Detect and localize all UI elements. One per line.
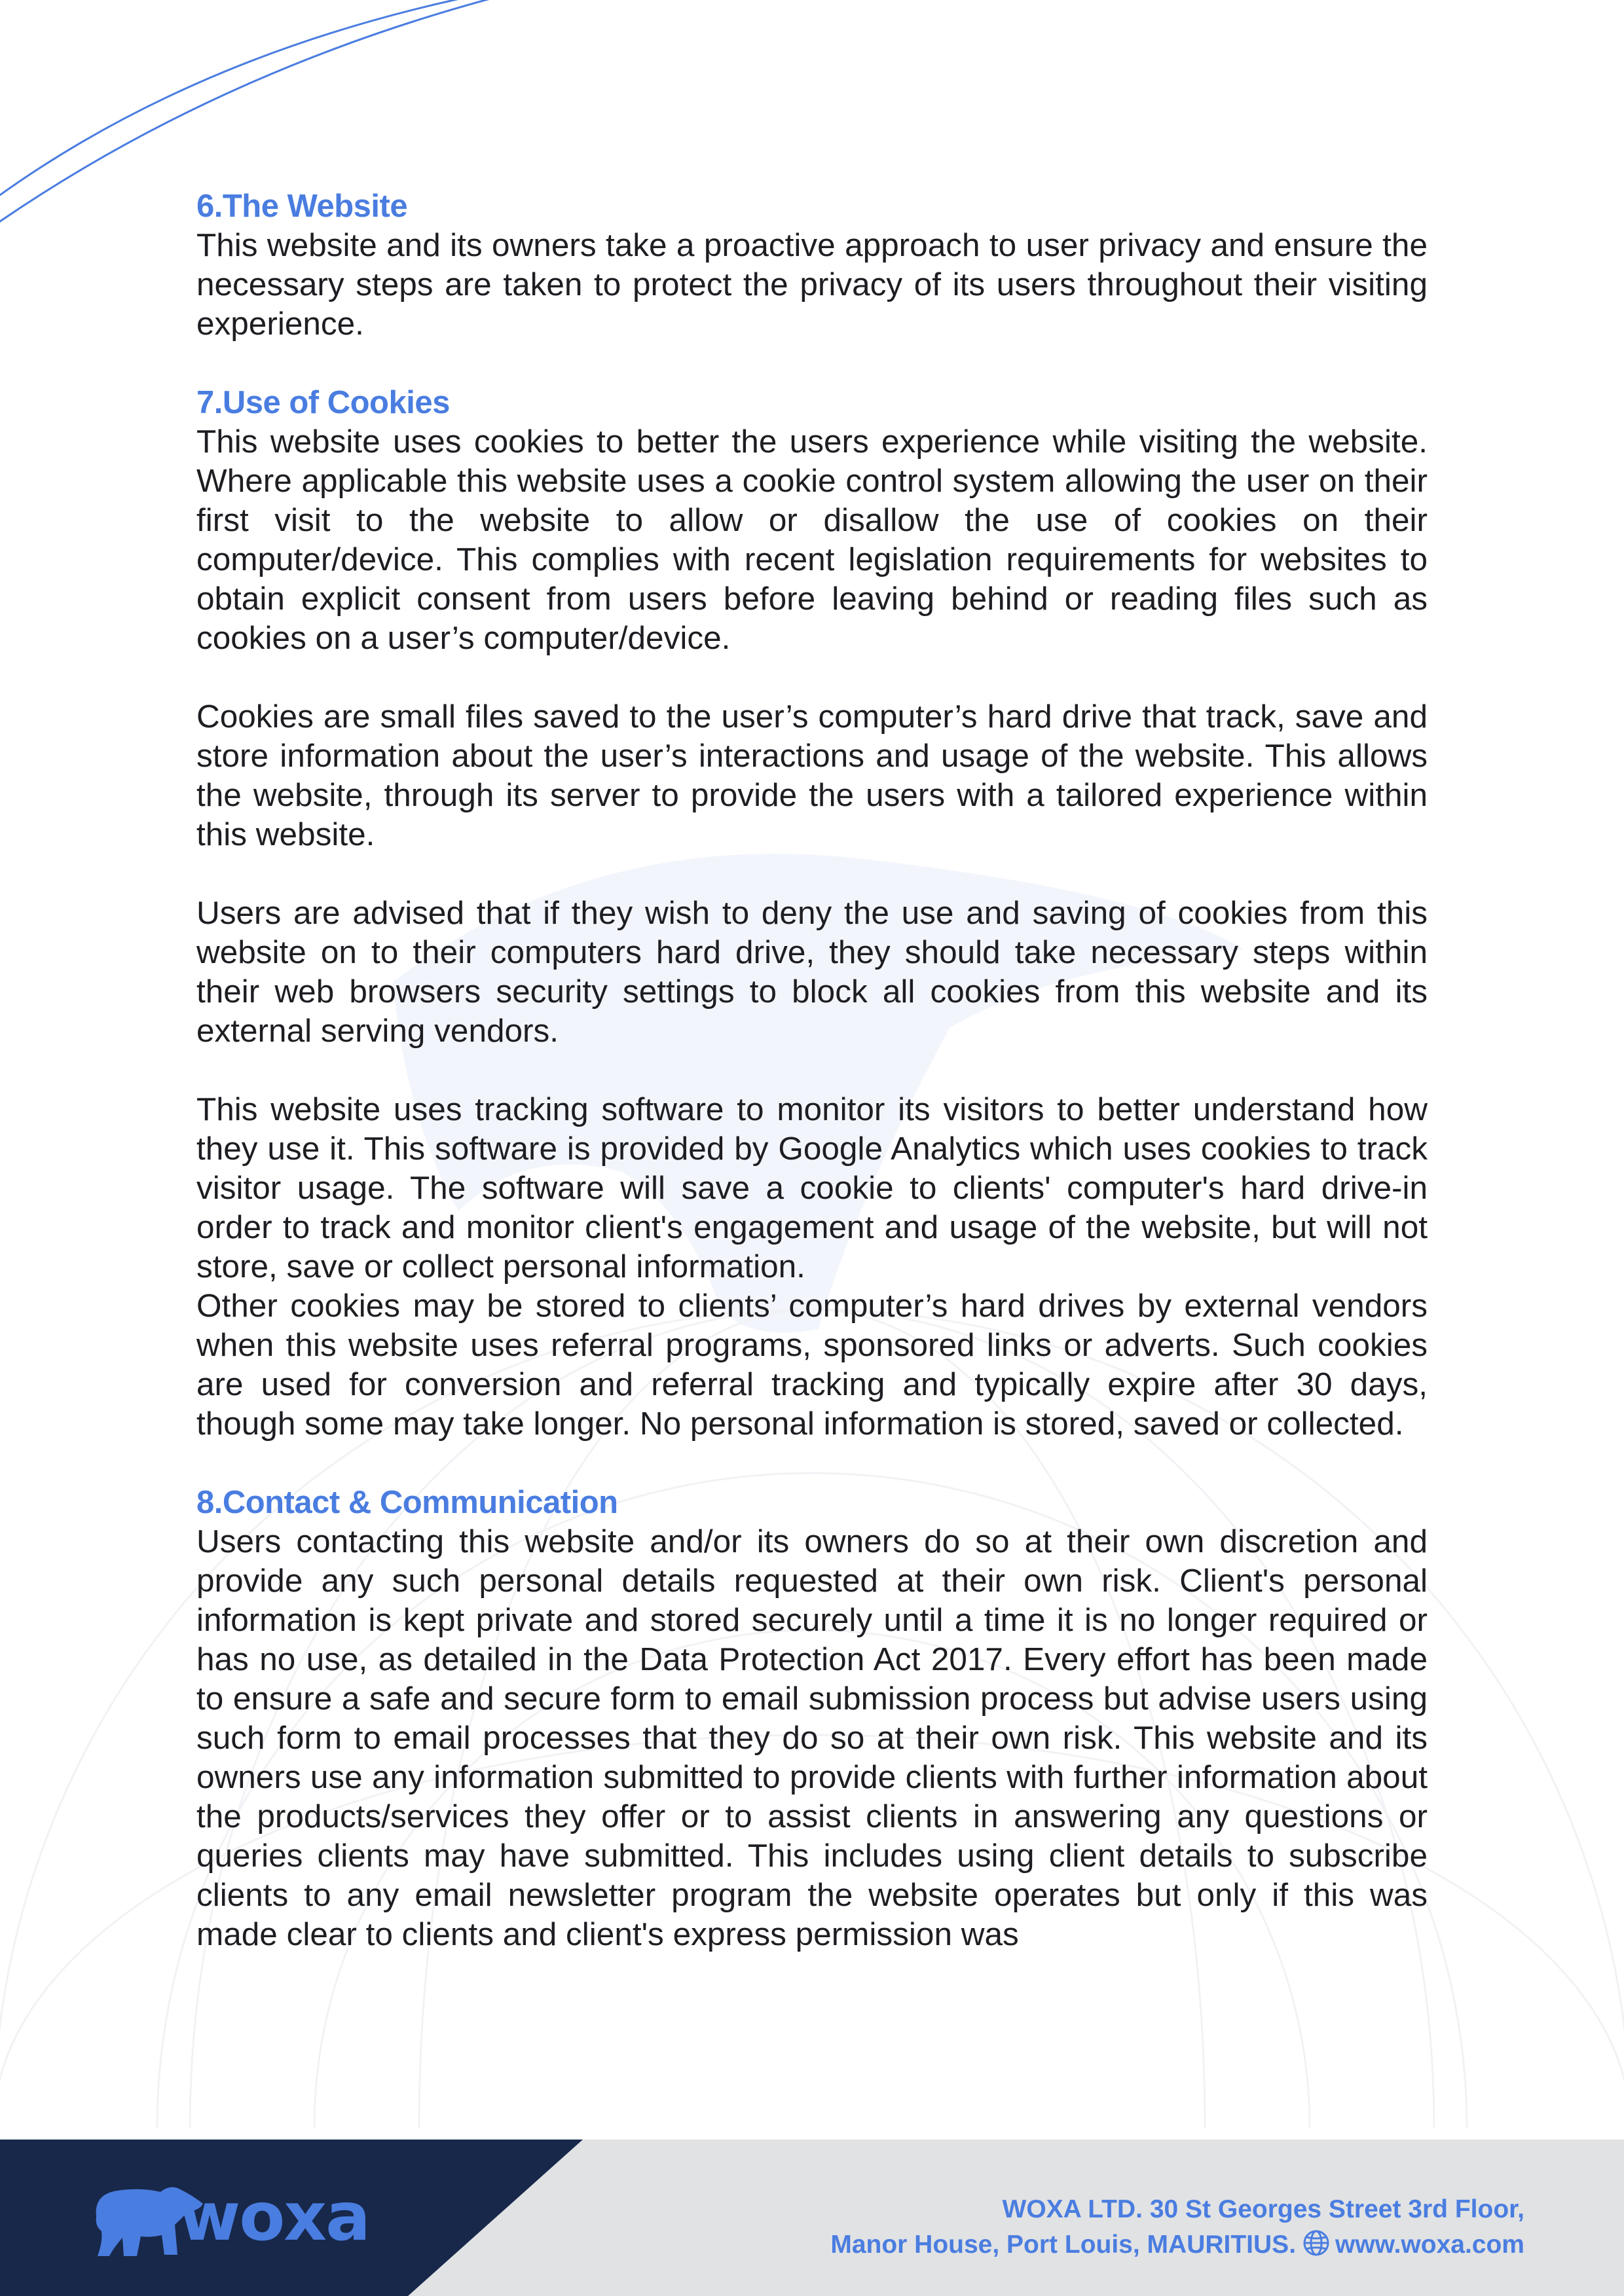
section-heading: 8.Contact & Communication bbox=[196, 1485, 618, 1520]
section-heading: 6.The Website bbox=[196, 189, 408, 224]
section-contact bbox=[196, 1483, 1428, 1954]
address-text: Manor House, Port Louis, MAURITIUS. bbox=[830, 2231, 1297, 2259]
paragraph: Other cookies may be stored to clients’ computer’s hard drives by external vendors when this website uses referral programs, sponsored links or adverts. Such cookies are used for conversion and referral tracking and typically expire after 30 days, though some may take longer. No personal information is stored, saved or collected. bbox=[196, 1288, 1428, 1442]
document-body bbox=[196, 187, 1428, 1954]
paragraph: This website and its owners take a proactive approach to user privacy and ensure the necessary steps are taken to protect the privacy of its users throughout their visiting experience. bbox=[196, 227, 1428, 342]
company-address bbox=[830, 2192, 1524, 2267]
paragraph: Users contacting this website and/or its owners do so at their own discretion and provide any such personal details requested at their own risk. Client's personal information is kept private and stored securely until a time it is no longer required or has no use, as detailed in the Data Protection Act 2017. Every effort has been made to ensure a safe and secure form to email submission process but advise users using such form to email processes that they do so at their own risk. This website and its owners use any information submitted to provide clients with further information about the products/services they offer or to assist clients in answering any questions or queries clients may have submitted. This includes using client details to subscribe clients to any email newsletter program the website operates but only if this was made clear to clients and client's express permission was bbox=[196, 1523, 1428, 1952]
paragraph: This website uses tracking software to monitor its visitors to better understand how they use it. This software is provided by Google Analytics which uses cookies to track visitor usage. The software will save a cookie to clients' computer's hard drive-in order to track and monitor client's engagement and usage of the website, but will not store, save or collect personal information. bbox=[196, 1091, 1428, 1285]
section-website bbox=[196, 187, 1428, 344]
globe-icon bbox=[1302, 2229, 1330, 2267]
page-footer bbox=[0, 2140, 1624, 2296]
paragraph: Cookies are small files saved to the user’s computer’s hard drive that track, save and store information about the user’s interactions and usage of the website. This allows the website, through its server to provide the users with a tailored experience within this website. bbox=[196, 699, 1428, 852]
section-heading: 7.Use of Cookies bbox=[196, 385, 450, 420]
section-cookies bbox=[196, 383, 1428, 1444]
address-line-1: WOXA LTD. 30 St Georges Street 3rd Floor, bbox=[1002, 2195, 1524, 2223]
address-line-2 bbox=[830, 2227, 1524, 2267]
website-link[interactable]: www.woxa.com bbox=[1335, 2231, 1524, 2259]
paragraph: This website uses cookies to better the users experience while visiting the website. Where applicable this website uses a cookie control system allowing the user on their first visit to the website to allow or disallow the use of cookies on their computer/device. This complies with recent legislation requirements for websites to obtain explicit consent from users before leaving behind or reading files such as cookies on a user’s computer/device. bbox=[196, 424, 1428, 656]
logo-text: woxa bbox=[179, 2178, 369, 2256]
woxa-logo bbox=[88, 2178, 369, 2263]
paragraph: Users are advised that if they wish to deny the use and saving of cookies from this website on to their computers hard drive, they should take necessary steps within their web browsers security settings to block all cookies from this website and its external serving vendors. bbox=[196, 895, 1428, 1049]
